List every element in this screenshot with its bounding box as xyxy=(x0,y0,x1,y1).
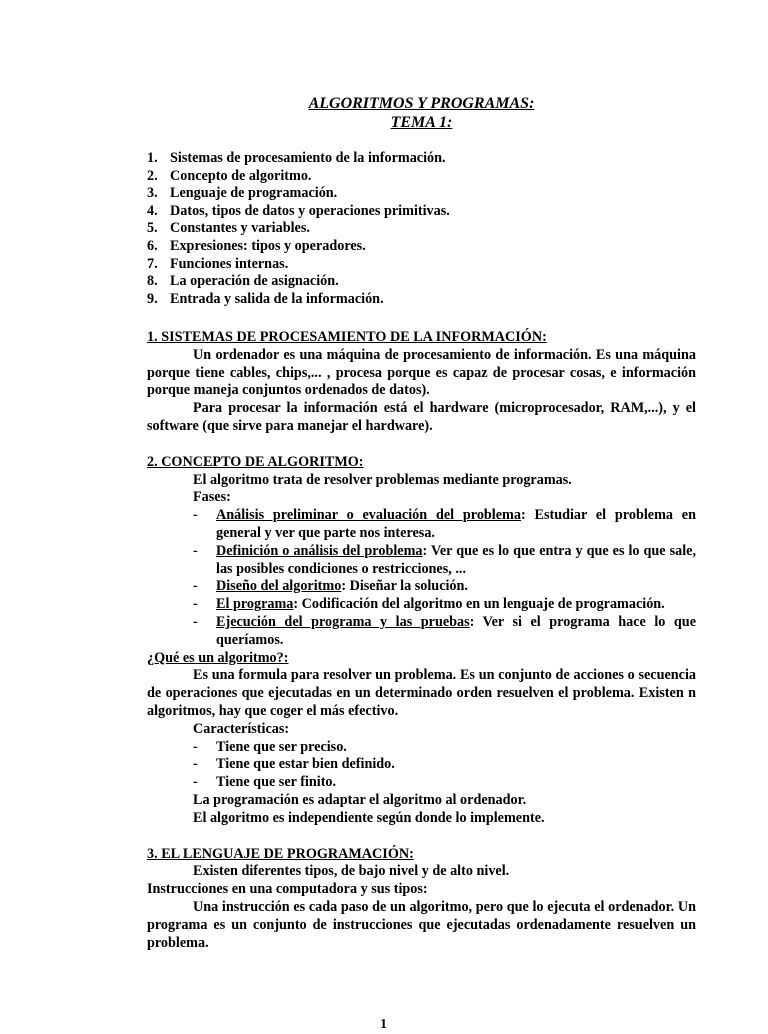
fase-item xyxy=(147,507,696,543)
section-3-paragraph-2: Una instrucción es cada paso de un algoritmo, pero que lo ejecuta el ordenador. Un programa es un conjunto de instrucciones que ejecutadas ordenadamente resuelven un problema. xyxy=(147,898,696,951)
toc-text: Expresiones: tipos y operadores. xyxy=(170,237,366,254)
fase-term: El programa xyxy=(216,596,294,613)
bullet-dash: - xyxy=(193,756,198,773)
section-heading-1: 1. SISTEMAS DE PROCESAMIENTO DE LA INFORMACIÓN: xyxy=(147,329,547,345)
question-heading: ¿Qué es un algoritmo?: xyxy=(147,649,289,666)
toc-item xyxy=(147,150,696,168)
section-heading-2: 2. CONCEPTO DE ALGORITMO: xyxy=(147,453,364,470)
toc-number: 4. xyxy=(147,202,158,219)
document-body xyxy=(147,329,696,952)
section-heading-3: 3. EL LENGUAJE DE PROGRAMACIÓN: xyxy=(147,845,414,862)
section-1-paragraph-1: Un ordenador es una máquina de procesamiento de información. Es una máquina porque tiene cables, chips,... , procesa porque es capaz de procesar cosas, e información porque maneja conjuntos ordenados de datos). xyxy=(147,346,696,399)
toc-text: Funciones internas. xyxy=(170,255,289,272)
fase-desc: : Codificación del algoritmo en un lenguaje de programación. xyxy=(293,596,665,613)
toc-text: Datos, tipos de datos y operaciones primitivas. xyxy=(170,202,450,219)
toc-item xyxy=(147,220,696,238)
bullet-dash: - xyxy=(193,542,198,559)
section-2-line-2: El algoritmo es independiente según donde lo implemente. xyxy=(193,809,545,826)
caracteristica-text: Tiene que estar bien definido. xyxy=(216,756,395,773)
page-number: 1 xyxy=(380,1017,387,1032)
fase-term: Ejecución del programa y las pruebas xyxy=(216,613,470,630)
bullet-dash: - xyxy=(193,738,198,755)
bullet-dash: - xyxy=(193,578,198,595)
toc-number: 7. xyxy=(147,255,158,272)
table-of-contents xyxy=(147,150,696,308)
section-3-subheading: Instrucciones en una computadora y sus tipos: xyxy=(147,881,428,898)
toc-number: 1. xyxy=(147,150,158,166)
toc-item xyxy=(147,203,696,221)
fase-term: Definición o análisis del problema xyxy=(216,542,423,559)
toc-item xyxy=(147,185,696,203)
document-subtitle: TEMA 1: xyxy=(390,114,453,131)
section-2-intro: El algoritmo trata de resolver problemas mediante programas. xyxy=(193,471,572,488)
toc-text: Sistemas de procesamiento de la información. xyxy=(170,150,446,166)
toc-number: 5. xyxy=(147,220,158,237)
section-2-line-1: La programación es adaptar el algoritmo al ordenador. xyxy=(193,791,527,808)
toc-item xyxy=(147,238,696,256)
caracteristicas-label: Características: xyxy=(193,720,290,737)
bullet-dash: - xyxy=(193,613,198,630)
bullet-dash: - xyxy=(193,596,198,613)
fase-item xyxy=(147,543,696,579)
fase-item xyxy=(147,596,696,614)
fase-term: Diseño del algoritmo xyxy=(216,578,342,595)
algorithm-definition: Es una formula para resolver un problema. Es un conjunto de acciones o secuencia de operaciones que ejecutadas en un determinado orden resuelven el problema. Existen n algoritmos, hay que coger el más efectivo. xyxy=(147,667,696,719)
toc-text: Constantes y variables. xyxy=(170,220,310,237)
document-title: ALGORITMOS Y PROGRAMAS: xyxy=(308,95,535,112)
fase-item xyxy=(147,614,696,650)
toc-item xyxy=(147,168,696,186)
fase-desc: : Ver que es lo que entra y que es lo que sale, las posibles condiciones o restricciones, ... xyxy=(216,542,696,577)
toc-text: Concepto de algoritmo. xyxy=(170,167,312,184)
section-1-paragraph-2: Para procesar la información está el hardware (microprocesador, RAM,...), y el software (que sirve para manejar el hardware). xyxy=(147,400,696,434)
caracteristica-item xyxy=(147,756,696,774)
fase-item xyxy=(147,578,696,596)
spacer xyxy=(147,828,696,846)
toc-number: 6. xyxy=(147,237,158,254)
fases-label: Fases: xyxy=(193,489,231,506)
toc-number: 9. xyxy=(147,290,158,307)
fase-desc: : Estudiar el problema en general y ver que parte nos interesa. xyxy=(216,507,696,541)
toc-number: 2. xyxy=(147,167,158,184)
toc-number: 8. xyxy=(147,273,158,290)
toc-item xyxy=(147,256,696,274)
caracteristica-text: Tiene que ser preciso. xyxy=(216,738,347,755)
caracteristica-item xyxy=(147,739,696,757)
bullet-dash: - xyxy=(193,774,198,791)
fase-term: Análisis preliminar o evaluación del problema xyxy=(216,507,521,524)
toc-item xyxy=(147,291,696,309)
toc-item xyxy=(147,273,696,291)
toc-text: Entrada y salida de la información. xyxy=(170,290,384,307)
toc-text: La operación de asignación. xyxy=(170,273,339,290)
caracteristica-text: Tiene que ser finito. xyxy=(216,774,337,791)
toc-number: 3. xyxy=(147,185,158,202)
fase-desc: : Ver si el programa hace lo que queríamos. xyxy=(216,613,696,648)
caracteristica-item xyxy=(147,774,696,792)
spacer xyxy=(147,436,696,454)
section-3-paragraph-1: Existen diferentes tipos, de bajo nivel y de alto nivel. xyxy=(193,863,510,880)
fase-desc: : Diseñar la solución. xyxy=(341,578,468,595)
bullet-dash: - xyxy=(193,507,198,524)
toc-text: Lenguaje de programación. xyxy=(170,185,338,202)
